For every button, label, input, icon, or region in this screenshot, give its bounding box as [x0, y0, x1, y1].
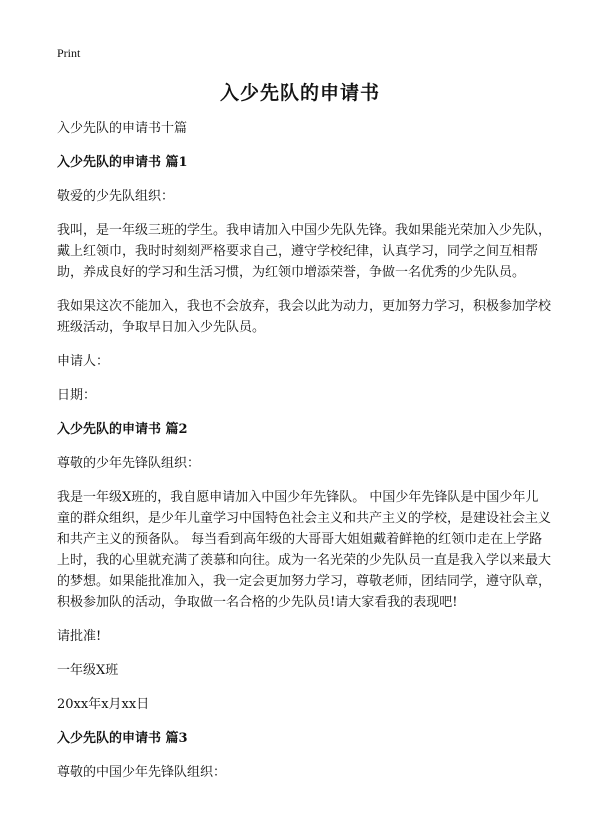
document-subtitle: 入少先队的申请书十篇 — [57, 121, 188, 136]
article-2-salutation: 尊敬的少年先锋队组织： — [57, 456, 201, 471]
document-body — [57, 118, 551, 796]
article-1-paragraph-2: 我如果这次不能加入，我也不会放弃，我会以此为动力，更加努力学习，积极参加学校班级活动，争取早日加入少先队员。 — [57, 299, 552, 335]
article-2-closing: 请批准! — [57, 629, 102, 644]
article-1-salutation: 敬爱的少先队组织： — [57, 189, 175, 204]
article-1-applicant: 申请人： — [57, 354, 110, 369]
article-1-heading: 入少先队的申请书 篇1 — [57, 155, 188, 170]
article-3-heading: 入少先队的申请书 篇3 — [57, 731, 188, 746]
print-link[interactable]: Print — [57, 46, 81, 60]
article-3-salutation: 尊敬的中国少年先锋队组织： — [57, 765, 227, 780]
article-2-date: 20xx年x月xx日 — [57, 697, 150, 712]
article-2-paragraph-1: 我是一年级X班的，我自愿申请加入中国少年先锋队。 中国少年先锋队是中国少年儿童的群众组织，是少年儿童学习中国特色社会主义和共产主义的学校，是建设社会主义和共产主义的预备队。 每当看到高年级的大哥哥大姐姐戴着鲜艳的红领巾走在上学路上时，我的心里就充满了羡慕和向往。成为一名光荣的少先队员一直是我入学以来最大的梦想。如果能批准加入，我一定会更加努力学习，尊敬老师，团结同学，遵守队章，积极参加队的活动，争取做一名合格的少先队员!请大家看我的表现吧! — [57, 490, 552, 610]
article-1-date: 日期： — [57, 388, 97, 403]
article-2-class-sign: 一年级X班 — [57, 663, 119, 678]
article-1-paragraph-1: 我叫，是一年级三班的学生。我申请加入中国少先队先锋。我如果能光荣加入少先队，戴上红领巾，我时时刻刻严格要求自己，遵守学校纪律，认真学习，同学之间互相帮助，养成良好的学习和生活习惯，为红领巾增添荣誉，争做一名优秀的少先队员。 — [57, 223, 552, 280]
article-2-heading: 入少先队的申请书 篇2 — [57, 422, 188, 437]
document-title: 入少先队的申请书 — [219, 82, 380, 104]
